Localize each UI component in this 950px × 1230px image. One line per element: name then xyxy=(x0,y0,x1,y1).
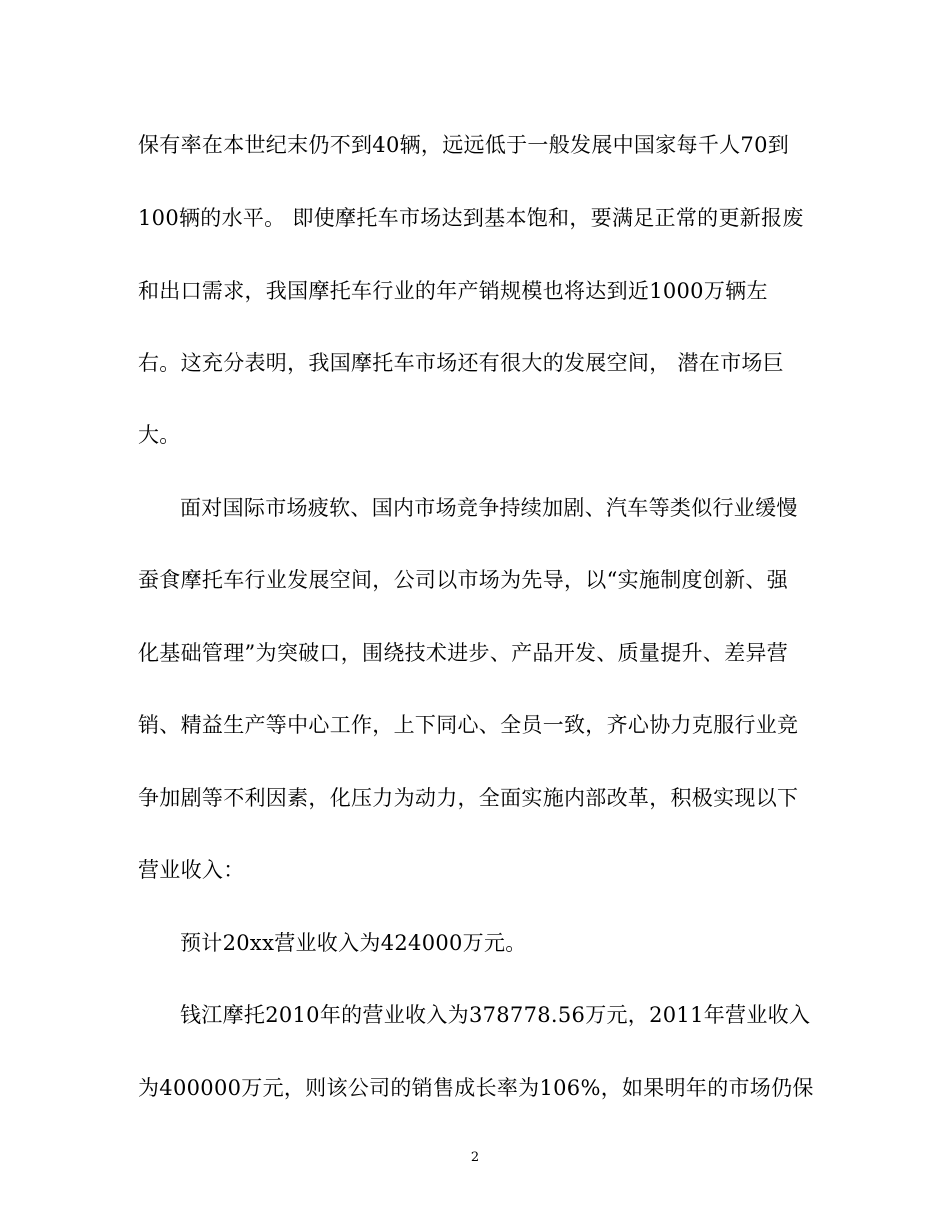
text-line: 保有率在本世纪末仍不到40辆，远远低于一般发展中国家每千人70到 xyxy=(138,133,790,157)
text-line: 和出口需求，我国摩托车行业的年产销规模也将达到近1000万辆左 xyxy=(138,279,768,303)
text-line: 销、精益生产等中心工作，上下同心、全员一致，齐心协力克服行业竞 xyxy=(138,713,799,737)
text-line: 为400000万元，则该公司的销售成长率为106%，如果明年的市场仍保 xyxy=(138,1076,814,1100)
text-line: 营业收入： xyxy=(138,858,245,882)
text-line: 大。 xyxy=(138,423,181,447)
paragraph-first-line: 预计20xx营业收入为424000万元。 xyxy=(180,931,527,955)
page-number: 2 xyxy=(470,1150,480,1165)
text-line: 右。这充分表明，我国摩托车市场还有很大的发展空间， 潜在市场巨 xyxy=(138,351,784,375)
paragraph-first-line: 钱江摩托2010年的营业收入为378778.56万元，2011年营业收入 xyxy=(180,1003,811,1027)
text-line: 蚕食摩托车行业发展空间，公司以市场为先导，以“实施制度创新、强 xyxy=(138,568,789,592)
paragraph-first-line: 面对国际市场疲软、国内市场竞争持续加剧、汽车等类似行业缓慢 xyxy=(180,496,798,520)
text-line: 争加剧等不利因素，化压力为动力，全面实施内部改革，积极实现以下 xyxy=(138,786,799,810)
text-line: 化基础管理”为突破口，围绕技术进步、产品开发、质量提升、差异营 xyxy=(138,641,789,665)
text-line: 100辆的水平。 即使摩托车市场达到基本饱和，要满足正常的更新报废 xyxy=(138,206,804,230)
